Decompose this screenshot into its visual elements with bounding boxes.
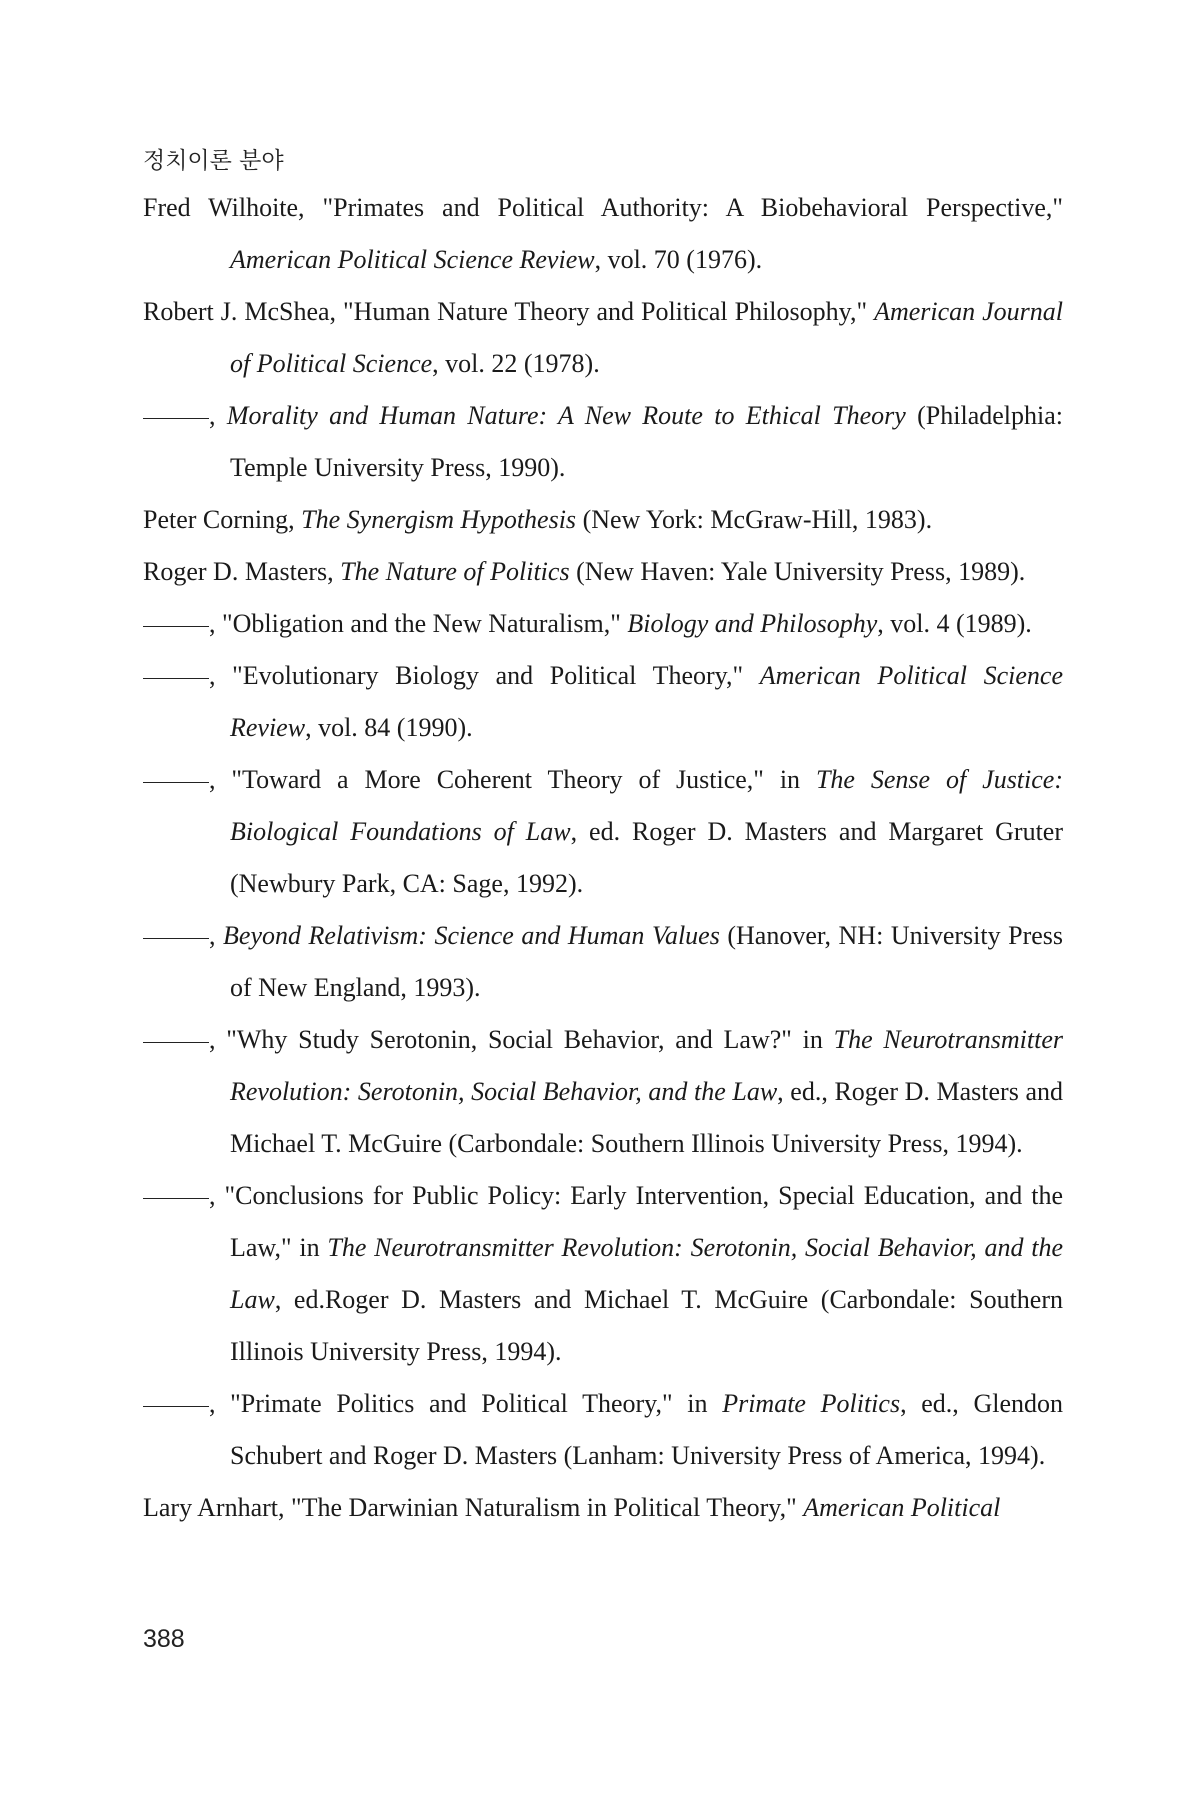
ref-text: , ed., Roger D. Masters and Michael T. McGuire (Carbondale: Southern Illinois University Press, 1994).: [230, 1077, 1063, 1158]
ref-title: American Political Science Review: [230, 245, 595, 274]
ditto-dash: [143, 1198, 209, 1200]
reference-entry: [143, 1482, 1063, 1534]
reference-list: [143, 182, 1063, 1534]
ref-text: , "Obligation and the New Naturalism,": [209, 609, 628, 638]
reference-entry: [143, 910, 1063, 1014]
ref-title: American Journal of Political Science: [230, 297, 1064, 378]
ref-text: , vol. 70 (1976).: [594, 245, 763, 274]
ditto-dash: [143, 626, 209, 628]
ditto-dash: [143, 1406, 209, 1408]
ref-title: Beyond Relativism: Science and Human Values: [223, 921, 720, 950]
ref-title: The Nature of Politics: [340, 557, 570, 586]
ref-text: , "Primate Politics and Political Theory," in: [209, 1389, 723, 1418]
ref-text: Roger D. Masters,: [143, 557, 341, 586]
page-number: 388: [143, 1625, 185, 1653]
ref-text: , "Conclusions for Public Policy: Early Intervention, Special Education, and the Law," in: [209, 1181, 1063, 1262]
ref-title: American Political Science Review: [230, 661, 1063, 742]
ref-text: , ed., Glendon Schubert and Roger D. Masters (Lanham: University Press of America, 1994).: [230, 1389, 1063, 1470]
ref-text: (Philadelphia: Temple University Press, 1990).: [230, 401, 1064, 482]
ditto-dash: [143, 938, 209, 940]
ref-text: , "Evolutionary Biology and Political Theory,": [209, 661, 760, 690]
ref-title: Morality and Human Nature: A New Route to Ethical Theory: [226, 401, 906, 430]
reference-entry: [143, 546, 1063, 598]
reference-entry: [143, 1170, 1063, 1378]
ref-text: , "Toward a More Coherent Theory of Justice," in: [209, 765, 816, 794]
ref-text: , "Why Study Serotonin, Social Behavior, and Law?" in: [209, 1025, 834, 1054]
ref-title: Biology and Philosophy: [627, 609, 878, 638]
reference-entry: [143, 182, 1063, 286]
reference-entry: [143, 390, 1063, 494]
reference-entry: [143, 754, 1063, 910]
ref-text: (New York: McGraw-Hill, 1983).: [576, 505, 933, 534]
reference-entry: [143, 598, 1063, 650]
section-title: 정치이론 분야: [143, 148, 284, 174]
ref-text: , vol. 4 (1989).: [877, 609, 1032, 638]
ref-text: (New Haven: Yale University Press, 1989).: [569, 557, 1026, 586]
ref-title: The Sense of Justice: Biological Foundations of Law: [230, 765, 1063, 846]
reference-entry: [143, 1378, 1063, 1482]
ref-text: ,: [209, 401, 227, 430]
ref-text: ,: [209, 921, 224, 950]
ref-text: , vol. 84 (1990).: [305, 713, 473, 742]
ref-title: The Neurotransmitter Revolution: Serotonin, Social Behavior, and the Law: [230, 1025, 1063, 1106]
ref-text: (Hanover, NH: University Press of New England, 1993).: [230, 921, 1063, 1002]
ref-text: , ed.Roger D. Masters and Michael T. McGuire (Carbondale: Southern Illinois University Press, 1994).: [230, 1285, 1063, 1366]
ref-text: , ed. Roger D. Masters and Margaret Gruter (Newbury Park, CA: Sage, 1992).: [230, 817, 1063, 898]
ditto-dash: [143, 782, 209, 784]
ditto-dash: [143, 678, 209, 680]
ref-text: , vol. 22 (1978).: [432, 349, 600, 378]
reference-entry: [143, 1014, 1063, 1170]
reference-entry: [143, 286, 1063, 390]
ref-text: Peter Corning,: [143, 505, 302, 534]
reference-entry: [143, 494, 1063, 546]
ditto-dash: [143, 1042, 209, 1044]
ref-text: Fred Wilhoite, "Primates and Political Authority: A Biobehavioral Perspective,": [143, 193, 1063, 222]
ref-text: Lary Arnhart, "The Darwinian Naturalism in Political Theory,": [143, 1493, 804, 1522]
reference-entry: [143, 650, 1063, 754]
ref-title: The Neurotransmitter Revolution: Serotonin, Social Behavior, and the Law: [230, 1233, 1063, 1314]
ref-text: Robert J. McShea, "Human Nature Theory and Political Philosophy,": [143, 297, 875, 326]
ref-title: The Synergism Hypothesis: [301, 505, 577, 534]
ditto-dash: [143, 418, 209, 420]
ref-title: American Political: [803, 1493, 1001, 1522]
ref-title: Primate Politics: [722, 1389, 901, 1418]
